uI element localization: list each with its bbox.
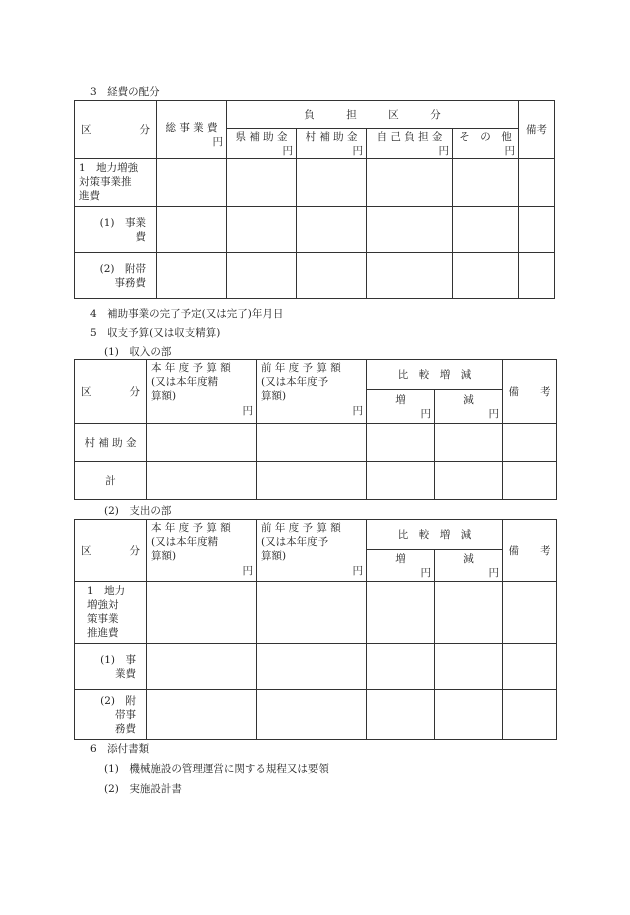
header-comparison: 比 較 増 減 [367,520,503,550]
header-total-cost: 総 事 業 費 円 [157,101,227,159]
row-label: (1) 事業 費 [75,207,157,253]
expense-section-title: (2) 支出の部 [104,505,172,517]
header-last-year-budget: 前 年 度 予 算 額 (又は本年度予 算額) 円 [257,360,367,424]
attachment-item: (1) 機械施設の管理運営に関する規程又は要領 [104,763,329,775]
header-last-year-budget: 前 年 度 予 算 額 (又は本年度予 算額) 円 [257,520,367,582]
header-remarks: 備考 [519,101,555,159]
attachment-item: (2) 実施設計書 [104,783,182,795]
header-increase: 増 円 [367,550,435,582]
header-kubun: 区 分 [75,101,157,159]
income-table [74,359,557,500]
header-decrease: 減 円 [435,550,503,582]
income-section-title: (1) 収入の部 [104,346,172,358]
section-5-title: 5 収支予算(又は収支精算) [90,327,221,339]
header-comparison: 比 較 増 減 [367,360,503,390]
row-label: 1 地力増強 対策事業推 進費 [75,159,157,207]
header-this-year-budget: 本 年 度 予 算 額 (又は本年度精 算額) 円 [147,520,257,582]
header-kubun: 区 分 [75,520,147,582]
row-label: 村 補 助 金 [75,424,147,462]
header-kubun: 区 分 [75,360,147,424]
row-label: 1 地力 増強対 策事業 推進費 [75,582,147,644]
header-this-year-budget: 本 年 度 予 算 額 (又は本年度精 算額) 円 [147,360,257,424]
section-6-title: 6 添付書類 [90,743,150,755]
expense-allocation-table [74,100,555,299]
row-label: (2) 附 帯事 務費 [75,690,147,740]
header-remarks: 備 考 [503,360,557,424]
header-decrease: 減 円 [435,390,503,424]
header-burden-division: 負 担 区 分 [227,101,519,129]
header-pref-subsidy: 県 補 助 金 円 [227,129,297,159]
header-increase: 増 円 [367,390,435,424]
header-village-subsidy: 村 補 助 金 円 [297,129,367,159]
row-label-total: 計 [75,462,147,500]
header-self-burden: 自 己 負 担 金 円 [367,129,453,159]
header-other: そ の 他 円 [453,129,519,159]
section-4-title: 4 補助事業の完了予定(又は完了)年月日 [90,308,284,320]
row-label: (2) 附帯 事務費 [75,253,157,299]
section-3-title: 3 経費の配分 [90,86,160,98]
header-remarks: 備 考 [503,520,557,582]
row-label: (1) 事 業費 [75,644,147,690]
expense-table [74,519,557,740]
